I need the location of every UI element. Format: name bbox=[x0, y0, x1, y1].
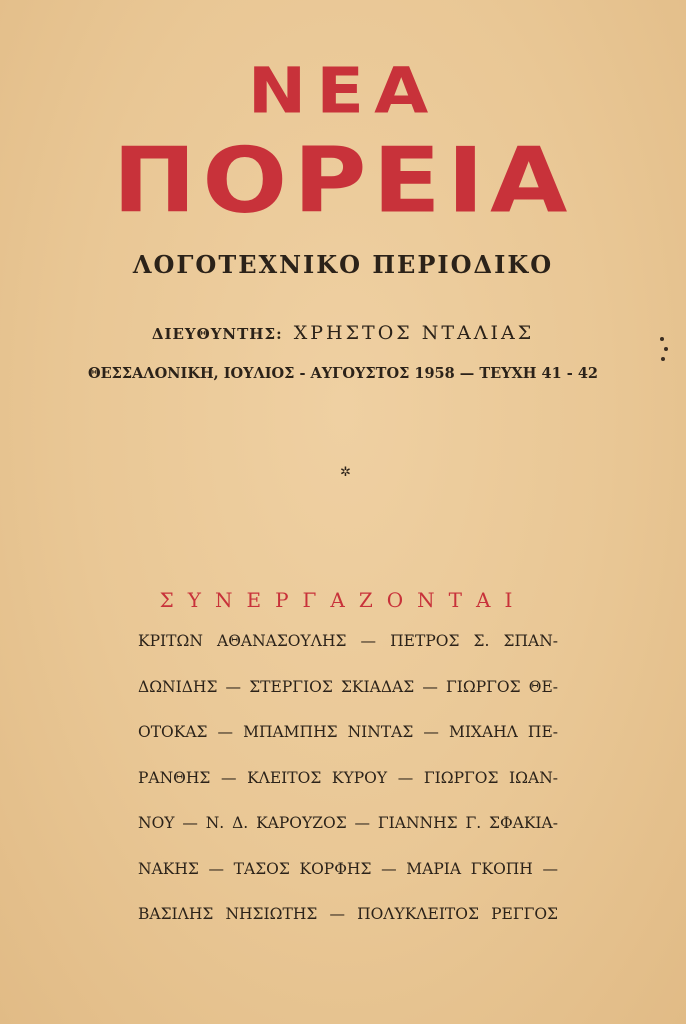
ornament-icon: ✲ bbox=[340, 465, 351, 480]
contributors-line: ΝΑΚΗΣ — ΤΑΣΟΣ ΚΟΡΦΗΣ — ΜΑΡΙΑ ΓΚΟΠΗ — bbox=[138, 859, 558, 878]
contributors-line: ΒΑΣΙΛΗΣ ΝΗΣΙΩΤΗΣ — ΠΟΛΥΚΛΕΙΤΟΣ ΡΕΓΓΟΣ bbox=[138, 905, 558, 923]
contributors-heading: ΣΥΝΕΡΓΑΖΟΝΤΑΙ bbox=[159, 588, 527, 612]
contributors-list bbox=[138, 632, 558, 951]
contributors-line: ΡΑΝΘΗΣ — ΚΛΕΙΤΟΣ ΚΥΡΟΥ — ΓΙΩΡΓΟΣ ΙΩΑΝ- bbox=[138, 768, 558, 787]
contributors-line: ΚΡΙΤΩΝ ΑΘΑΝΑΣΟΥΛΗΣ — ΠΕΤΡΟΣ Σ. ΣΠΑΝ- bbox=[138, 632, 558, 650]
editor-line bbox=[0, 322, 686, 344]
contributors-line: ΟΤΟΚΑΣ — ΜΠΑΜΠΗΣ ΝΙΝΤΑΣ — ΜΙΧΑΗΛ ΠΕ- bbox=[138, 723, 558, 741]
title-line-2: ΠΟΡΕΙΑ bbox=[112, 127, 574, 234]
contributors-line: ΝΟΥ — Ν. Δ. ΚΑΡΟΥΖΟΣ — ΓΙΑΝΝΗΣ Γ. ΣΦΑΚΙΑ- bbox=[138, 814, 558, 832]
title-line-1: ΝΕΑ bbox=[247, 54, 439, 128]
editor-label: ΔΙΕΥΘΥΝΤΗΣ: bbox=[151, 325, 283, 343]
contributors-line: ΔΩΝΙΔΗΣ — ΣΤΕΡΓΙΟΣ ΣΚΙΑΔΑΣ — ΓΙΩΡΓΟΣ ΘΕ- bbox=[138, 677, 558, 696]
editor-name: ΧΡΗΣΤΟΣ ΝΤΑΛΙΑΣ bbox=[293, 322, 535, 344]
subtitle: ΛΟΓΟΤΕΧΝΙΚΟ ΠΕΡΙΟΔΙΚΟ bbox=[132, 250, 554, 279]
issue-line: ΘΕΣΣΑΛΟΝΙΚΗ, ΙΟΥΛΙΟΣ - ΑΥΓΟΥΣΤΟΣ 1958 — ΤΕΥΧΗ 41 - 42 bbox=[87, 365, 598, 382]
